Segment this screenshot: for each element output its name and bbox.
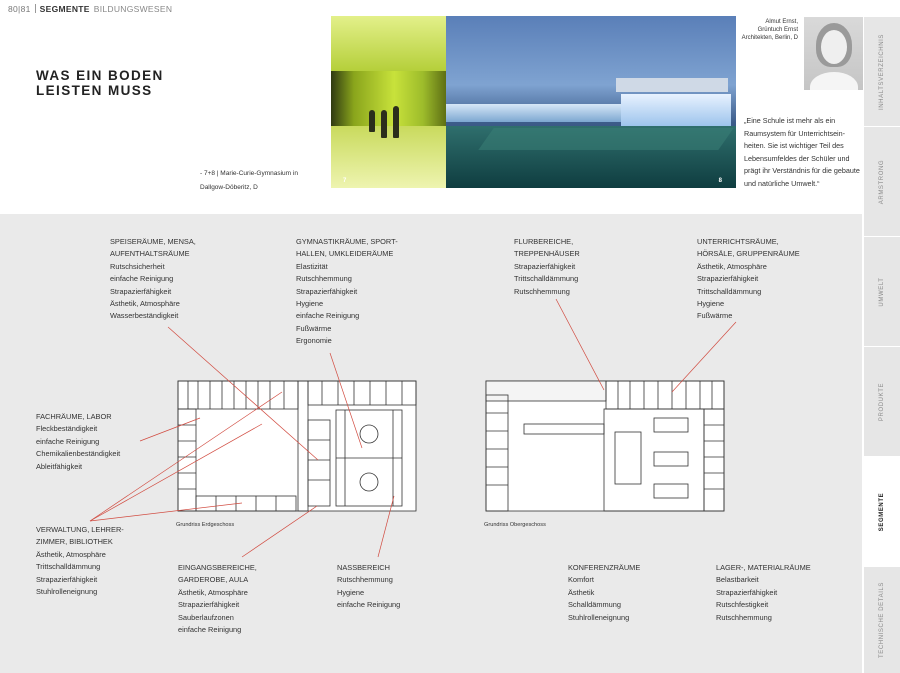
tab-label: INHALTSVERZEICHNIS <box>879 33 885 110</box>
area-item: Ästhetik, Atmosphäre <box>36 549 106 559</box>
area-title: FACHRÄUME, LABOR <box>36 412 112 421</box>
area-item: Trittschalldämmung <box>697 286 762 296</box>
area-item: Hygiene <box>296 299 324 309</box>
area-item: Hygiene <box>337 587 365 597</box>
tab-technische-details[interactable] <box>864 566 900 673</box>
area-item: Trittschalldämmung <box>514 274 579 284</box>
tab-label: SEGMENTE <box>879 492 885 531</box>
area-title: FLURBEREICHE, TREPPENHÄUSER <box>514 237 580 259</box>
tab-armstrong[interactable] <box>864 126 900 236</box>
area-item: Rutschhemmung <box>337 575 393 585</box>
area-title: VERWALTUNG, LEHRER-ZIMMER, BIBLIOTHEK <box>36 525 124 547</box>
area-item: einfache Reinigung <box>178 625 242 635</box>
subsection-title: BILDUNGSWESEN <box>93 4 173 14</box>
area-item: Strapazierfähigkeit <box>178 600 240 610</box>
area-item: Wasserbeständigkeit <box>110 311 179 321</box>
area-item: Belastbarkeit <box>716 575 759 585</box>
area-speiseraeume <box>110 236 220 323</box>
photo-caption: - 7+8 | Marie-Curie-Gymnasium in Dallgow-Döberitz, D <box>200 170 298 191</box>
area-item: Schalldämmung <box>568 600 621 610</box>
headline-line-1: WAS EIN BODEN <box>36 68 164 83</box>
area-fachraeume <box>36 411 156 473</box>
tab-label: ARMSTRONG <box>879 159 885 204</box>
area-item: Strapazierfähigkeit <box>110 286 172 296</box>
area-item: Ergonomie <box>296 336 332 346</box>
area-item: Elastizität <box>296 261 328 271</box>
area-item: Rutschhemmung <box>716 612 772 622</box>
area-nassbereich <box>337 562 447 612</box>
headline-line-2: LEISTEN MUSS <box>36 83 153 98</box>
area-item: Sauberlaufzonen <box>178 612 234 622</box>
area-title: SPEISERÄUME, MENSA, AUFENTHALTSRÄUME <box>110 237 196 259</box>
tab-label: TECHNISCHE DETAILS <box>879 581 885 659</box>
section-tabs <box>864 16 900 673</box>
area-title: EINGANGSBEREICHE, GARDEROBE, AULA <box>178 563 257 585</box>
area-item: Strapazierfähigkeit <box>36 574 98 584</box>
area-item: Rutschhemmung <box>514 286 570 296</box>
area-title: LAGER-, MATERIALRÄUME <box>716 563 811 572</box>
area-unterrichtsraeume <box>697 236 813 323</box>
area-title: UNTERRICHTSRÄUME, HÖRSÄLE, GRUPPENRÄUME <box>697 237 800 259</box>
area-eingangsbereiche <box>178 562 274 636</box>
area-item: einfache Reinigung <box>337 600 401 610</box>
area-item: einfache Reinigung <box>36 436 100 446</box>
area-item: einfache Reinigung <box>296 311 360 321</box>
tab-label: PRODUKTE <box>879 382 885 421</box>
area-item: Rutschsicherheit <box>110 261 165 271</box>
area-title: KONFERENZRÄUME <box>568 563 641 572</box>
section-title: SEGMENTE <box>39 4 90 14</box>
area-item: Rutschhemmung <box>296 274 352 284</box>
area-item: Ableitfähigkeit <box>36 461 83 471</box>
area-flurbereiche <box>514 236 596 298</box>
area-item: Strapazierfähigkeit <box>697 274 759 284</box>
plan-label-obergeschoss: Grundriss Obergeschoss <box>484 522 546 528</box>
tab-produkte[interactable] <box>864 346 900 456</box>
area-item: Ästhetik <box>568 587 595 597</box>
area-item: Rutschfestigkeit <box>716 600 769 610</box>
area-item: Hygiene <box>697 299 725 309</box>
page-numbers: 80|81 <box>8 4 31 14</box>
area-item: Ästhetik, Atmosphäre <box>110 299 180 309</box>
tab-segmente[interactable] <box>864 456 900 566</box>
area-item: Stuhlrolleneignung <box>36 587 98 597</box>
area-item: Ästhetik, Atmosphäre <box>178 587 248 597</box>
plan-label-erdgeschoss: Grundriss Erdgeschoss <box>176 522 235 528</box>
tab-inhaltsverzeichnis[interactable] <box>864 16 900 126</box>
area-item: Fußwärme <box>296 323 332 333</box>
area-item: Strapazierfähigkeit <box>296 286 358 296</box>
area-lagerraeume <box>716 562 836 624</box>
area-item: Strapazierfähigkeit <box>716 587 778 597</box>
area-gymnastikraeume <box>296 236 412 348</box>
area-item: einfache Reinigung <box>110 274 174 284</box>
plan-erdgeschoss-outline <box>178 381 416 511</box>
area-item: Fleckbeständigkeit <box>36 424 98 434</box>
area-item: Komfort <box>568 575 594 585</box>
area-item: Chemikalienbeständigkeit <box>36 449 121 459</box>
area-verwaltung <box>36 524 132 598</box>
photo-number: 7 <box>343 178 347 184</box>
area-item: Trittschalldämmung <box>36 562 101 572</box>
author-firm: Grüntuch Ernst Architekten, Berlin, D <box>741 27 798 41</box>
tab-umwelt[interactable] <box>864 236 900 346</box>
photo-number: 8 <box>718 178 722 184</box>
quote: „Eine Schule ist mehr als ein Raumsystem für Unterrichtseinheiten. Sie ist wichtiger Teil des Lebensumfeldes der Schüler und prägt ihr Verständnis für die gebaute und natürliche Umwelt.“ <box>744 116 860 188</box>
author-name: Almut Ernst, <box>765 19 798 25</box>
area-title: GYMNASTIKRÄUME, SPORT-HALLEN, UMKLEIDERÄUME <box>296 237 398 259</box>
area-item: Ästhetik, Atmosphäre <box>697 261 767 271</box>
tab-label: UMWELT <box>879 276 885 307</box>
area-konferenzraeume <box>568 562 678 624</box>
area-title: NASSBEREICH <box>337 563 390 572</box>
area-item: Fußwärme <box>697 311 733 321</box>
area-item: Strapazierfähigkeit <box>514 261 576 271</box>
area-item: Stuhlrolleneignung <box>568 612 630 622</box>
